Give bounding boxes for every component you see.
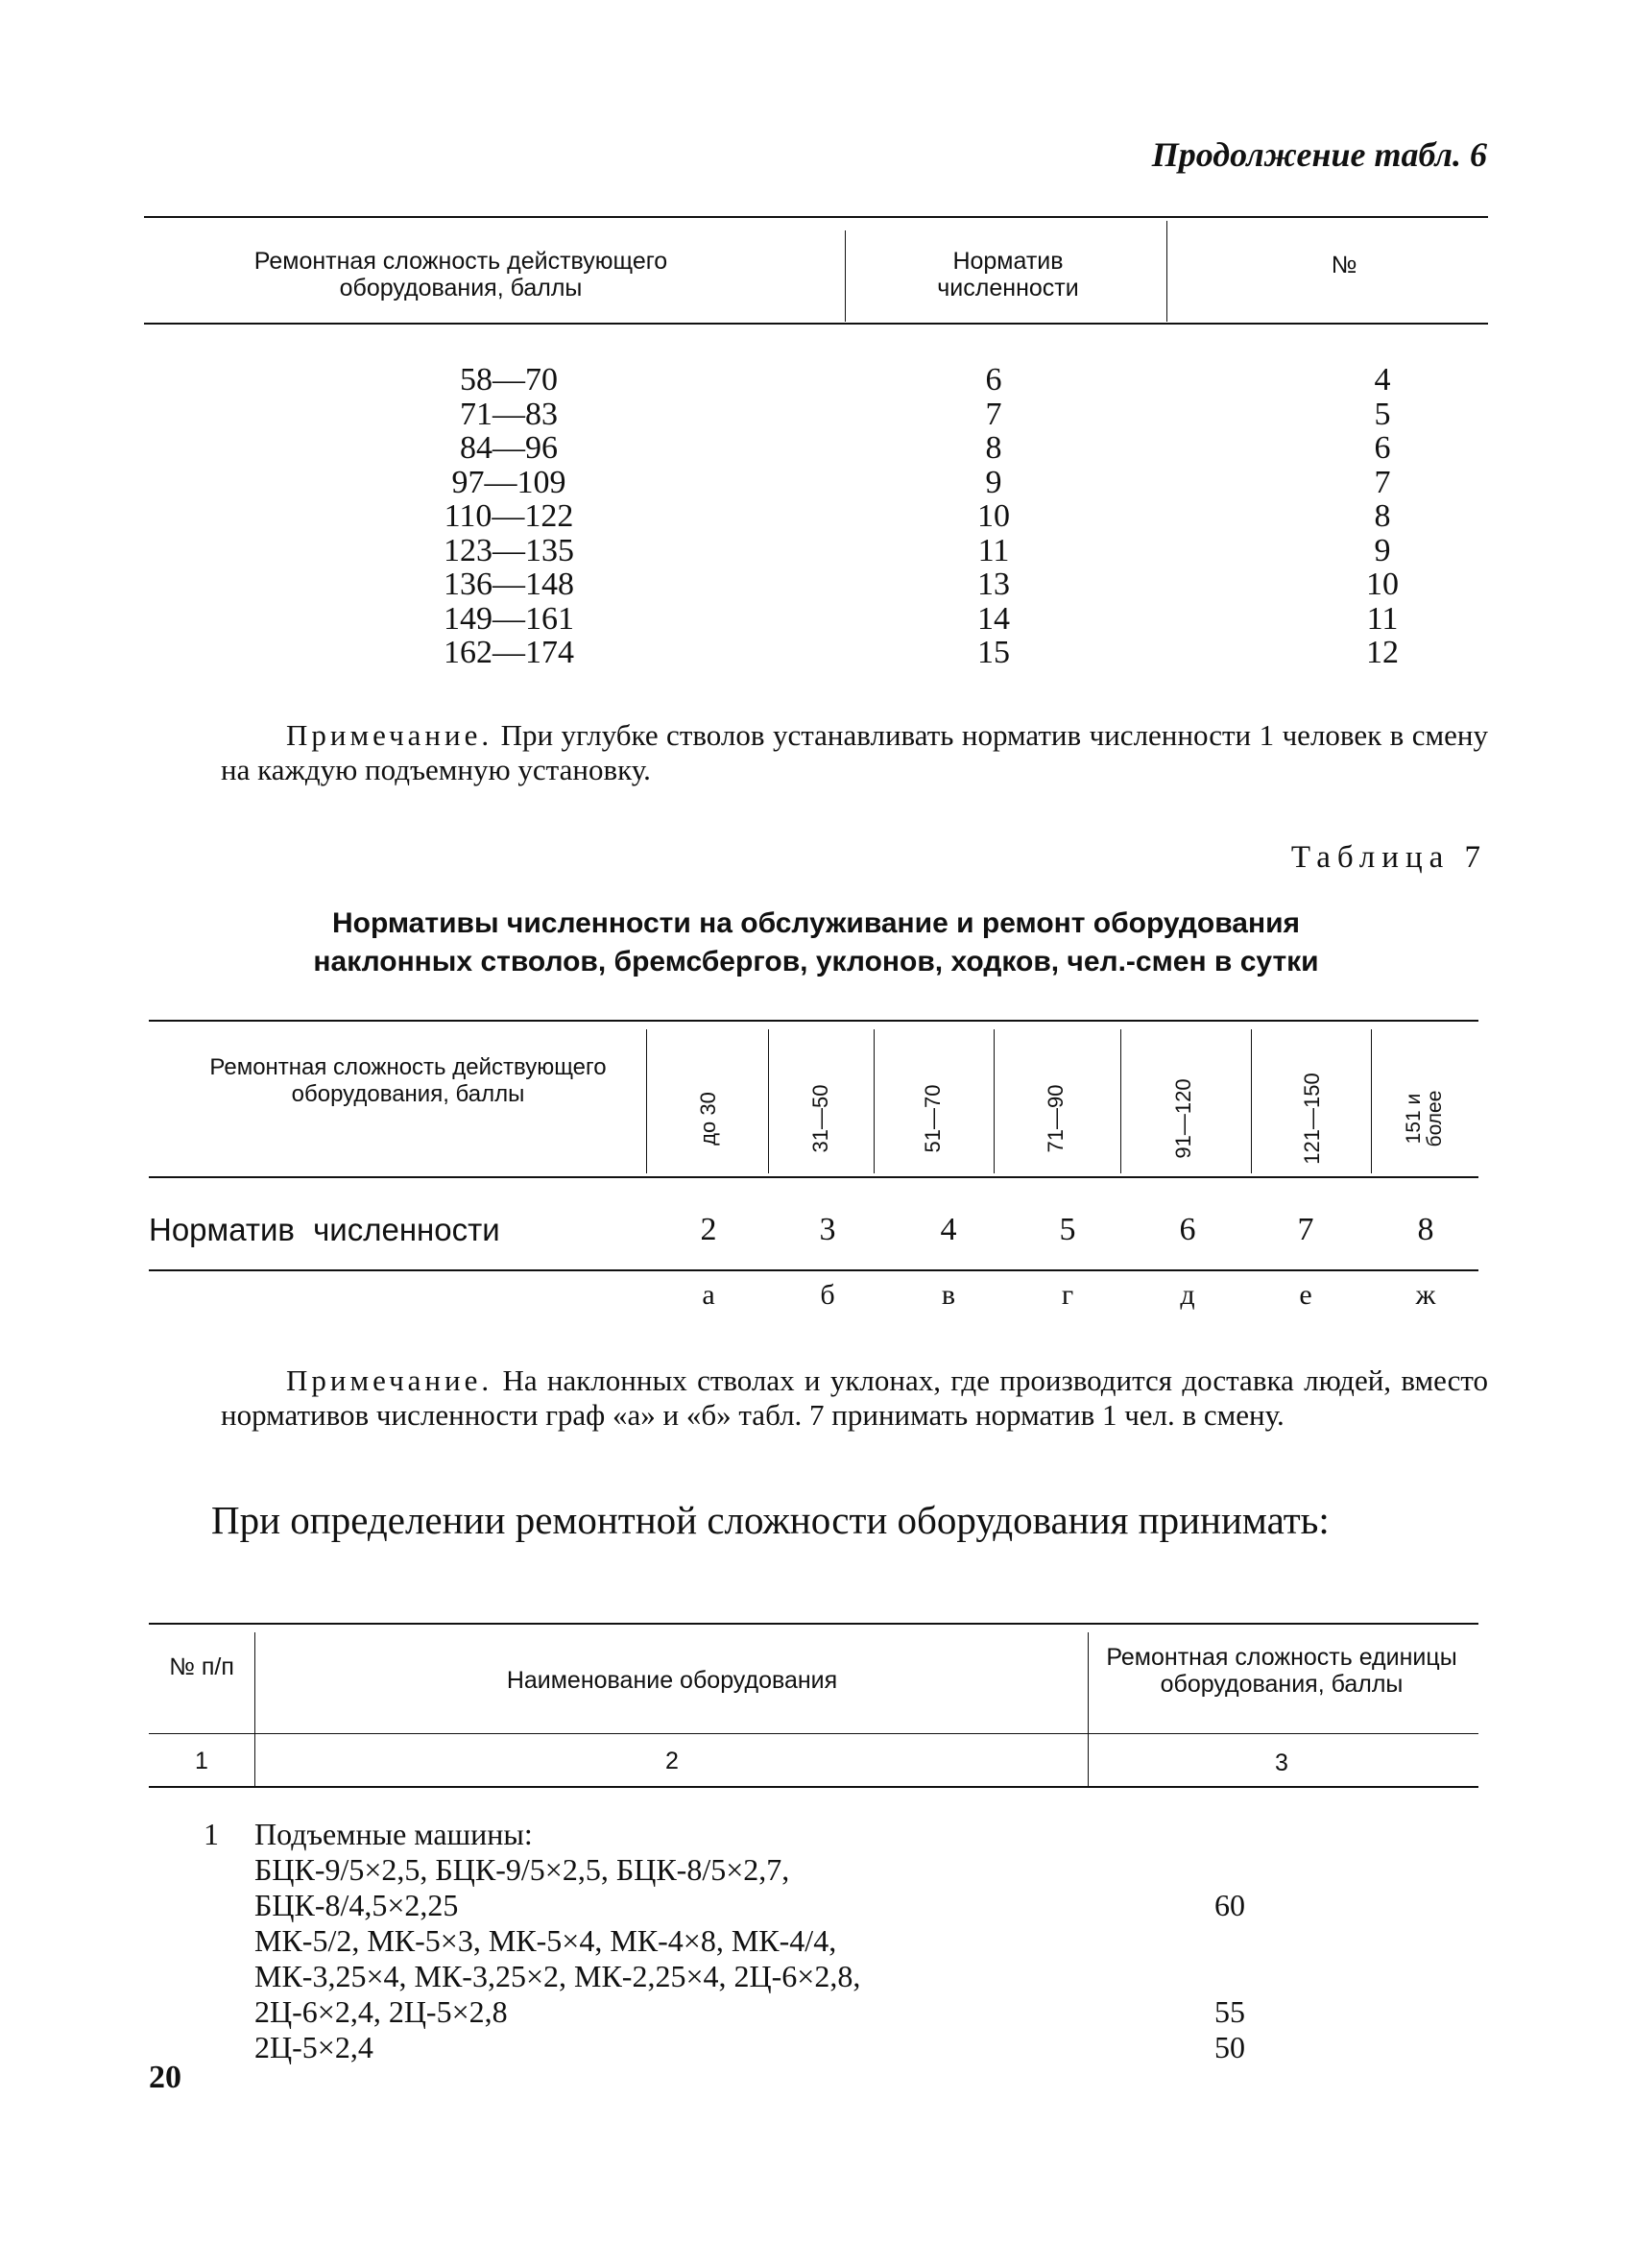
norm-value: 14 xyxy=(977,600,1010,637)
section-heading: При определении ремонтной сложности оборудования принимать: xyxy=(211,1498,1330,1542)
complexity-range: 58—70 xyxy=(460,362,558,398)
equipment-line xyxy=(254,1852,1310,1888)
range-label: 151 и более xyxy=(1403,1090,1446,1147)
table7-divider xyxy=(874,1029,875,1173)
table8-colnum: 2 xyxy=(665,1748,679,1774)
equipment-models: БЦК-8/4,5×2,25 xyxy=(254,1888,459,1922)
table7-label: Таблица 7 xyxy=(1290,840,1487,875)
complexity-range: 136—148 xyxy=(444,567,574,602)
table7-divider xyxy=(1371,1029,1372,1173)
table6-column-number xyxy=(1334,363,1430,670)
range-label: 91—120 xyxy=(1171,1078,1195,1159)
table7-value: 4 xyxy=(940,1212,957,1247)
continuation-label: Продолжение табл. 6 xyxy=(1151,135,1487,174)
norm-value: 8 xyxy=(985,430,1002,466)
table7-divider xyxy=(768,1029,769,1173)
complexity-range: 162—174 xyxy=(444,635,574,670)
complexity-value: 60 xyxy=(1214,1888,1245,1922)
table7-divider xyxy=(1120,1029,1121,1173)
complexity-value: 50 xyxy=(1214,2030,1245,2064)
equipment-line xyxy=(254,1959,1310,1994)
table7-header-rule xyxy=(149,1176,1478,1178)
table8-colnum: 1 xyxy=(195,1748,208,1774)
table7-letter: ж xyxy=(1415,1279,1436,1311)
table6-header-rule xyxy=(144,323,1488,325)
item-title: Подъемные машины: xyxy=(254,1817,533,1851)
row-number: 6 xyxy=(1374,430,1391,466)
row-number: 5 xyxy=(1374,396,1391,432)
table7-header-label: Ремонтная сложность действующего оборудования, баллы xyxy=(209,1054,607,1107)
equipment-models: 2Ц-6×2,4, 2Ц-5×2,8 xyxy=(254,1994,508,2029)
note-text: При углубке стволов устанавливать норматив численности 1 человек в смену на каждую подъемную установку. xyxy=(221,718,1488,786)
note-table7 xyxy=(221,1363,1488,1433)
table8-header-num: № п/п xyxy=(169,1653,234,1680)
table7-row-label: Норматив численности xyxy=(149,1212,500,1247)
item-number: 1 xyxy=(204,1817,219,1851)
table7-letter: д xyxy=(1180,1279,1195,1311)
table7-value: 7 xyxy=(1297,1212,1314,1247)
table7-value: 5 xyxy=(1059,1212,1076,1247)
complexity-range: 97—109 xyxy=(451,464,566,500)
norm-value: 11 xyxy=(977,532,1010,568)
row-number: 11 xyxy=(1366,600,1399,637)
table7-value: 8 xyxy=(1417,1212,1434,1247)
table7-bottom-rule xyxy=(149,1269,1478,1271)
table8-colnum: 3 xyxy=(1275,1749,1288,1776)
row-number: 9 xyxy=(1374,532,1391,568)
row-number: 10 xyxy=(1366,567,1399,602)
table7-value: 3 xyxy=(819,1212,836,1247)
complexity-range: 110—122 xyxy=(444,498,574,534)
table8-header-complexity: Ремонтная сложность единицы оборудования, баллы xyxy=(1106,1644,1457,1698)
note-label: Примечание. xyxy=(286,718,493,752)
table7-value: 6 xyxy=(1179,1212,1196,1247)
table6-header-number: № xyxy=(1331,252,1357,278)
row-number: 8 xyxy=(1374,498,1391,534)
note-table6 xyxy=(221,718,1488,787)
table7-letter: в xyxy=(941,1279,956,1311)
row-number: 4 xyxy=(1374,362,1391,398)
row-number: 12 xyxy=(1366,635,1399,670)
norm-value: 7 xyxy=(985,396,1002,432)
table8-divider xyxy=(1088,1632,1089,1786)
equipment-models: МК-3,25×4, МК-3,25×2, МК-2,25×4, 2Ц-6×2,8, xyxy=(254,1959,861,1993)
range-label: 51—70 xyxy=(921,1084,945,1153)
table8-header-rule xyxy=(149,1733,1478,1734)
complexity-range: 123—135 xyxy=(444,532,574,568)
equipment-line xyxy=(254,1994,1310,2030)
complexity-value: 55 xyxy=(1214,1994,1245,2029)
note-label: Примечание. xyxy=(286,1363,493,1397)
norm-value: 9 xyxy=(985,464,1002,500)
table6-top-rule xyxy=(144,216,1488,218)
table6-column-complexity xyxy=(413,363,605,670)
table6-header-complexity: Ремонтная сложность действующего оборудования, баллы xyxy=(253,248,668,302)
table7-divider xyxy=(1251,1029,1252,1173)
page-number: 20 xyxy=(149,2060,181,2095)
item-lines xyxy=(254,1852,1310,2065)
table7-letter: г xyxy=(1061,1279,1074,1311)
complexity-range: 84—96 xyxy=(460,430,558,466)
table7-title-line1: Нормативы численности на обслуживание и ремонт оборудования xyxy=(331,907,1301,939)
equipment-line xyxy=(254,1888,1310,1923)
table7-value: 2 xyxy=(700,1212,717,1247)
complexity-range: 71—83 xyxy=(460,396,558,432)
equipment-line xyxy=(254,2030,1310,2065)
norm-value: 6 xyxy=(985,362,1002,398)
range-label: до 30 xyxy=(696,1092,720,1146)
norm-value: 15 xyxy=(977,635,1010,670)
table8-columns-rule xyxy=(149,1786,1478,1788)
table8-divider xyxy=(254,1632,255,1786)
equipment-models: БЦК-9/5×2,5, БЦК-9/5×2,5, БЦК-8/5×2,7, xyxy=(254,1852,790,1887)
note-text: На наклонных стволах и уклонах, где производится доставка людей, вместо нормативов численности граф «а» и «б» табл. 7 принимать норматив 1 чел. в смену. xyxy=(221,1363,1488,1432)
table8-top-rule xyxy=(149,1623,1478,1625)
row-number: 7 xyxy=(1374,464,1391,500)
range-label: 71—90 xyxy=(1044,1084,1068,1153)
table7-title-line2: наклонных стволов, бремсбергов, уклонов, ходков, чел.-смен в сутки xyxy=(313,946,1319,977)
table6-column-norm xyxy=(946,363,1042,670)
table7-divider xyxy=(994,1029,995,1173)
table8-header-name: Наименование оборудования xyxy=(506,1667,838,1694)
equipment-line xyxy=(254,1923,1310,1959)
table7-letter: а xyxy=(702,1279,715,1311)
table7-top-rule xyxy=(149,1020,1478,1022)
table6-divider xyxy=(1166,221,1167,322)
table6-divider xyxy=(845,230,846,322)
range-label: 31—50 xyxy=(808,1084,832,1153)
complexity-range: 149—161 xyxy=(444,600,574,637)
table6-header-norm: Норматив численности xyxy=(937,248,1079,302)
range-label: 121—150 xyxy=(1300,1073,1324,1165)
table7-letter: б xyxy=(820,1279,835,1311)
norm-value: 13 xyxy=(977,567,1010,602)
table7-divider xyxy=(646,1029,647,1173)
norm-value: 10 xyxy=(977,498,1010,534)
equipment-models: 2Ц-5×2,4 xyxy=(254,2030,373,2064)
equipment-models: МК-5/2, МК-5×3, МК-5×4, МК-4×8, МК-4/4, xyxy=(254,1923,837,1958)
table7-letter: е xyxy=(1299,1279,1312,1311)
